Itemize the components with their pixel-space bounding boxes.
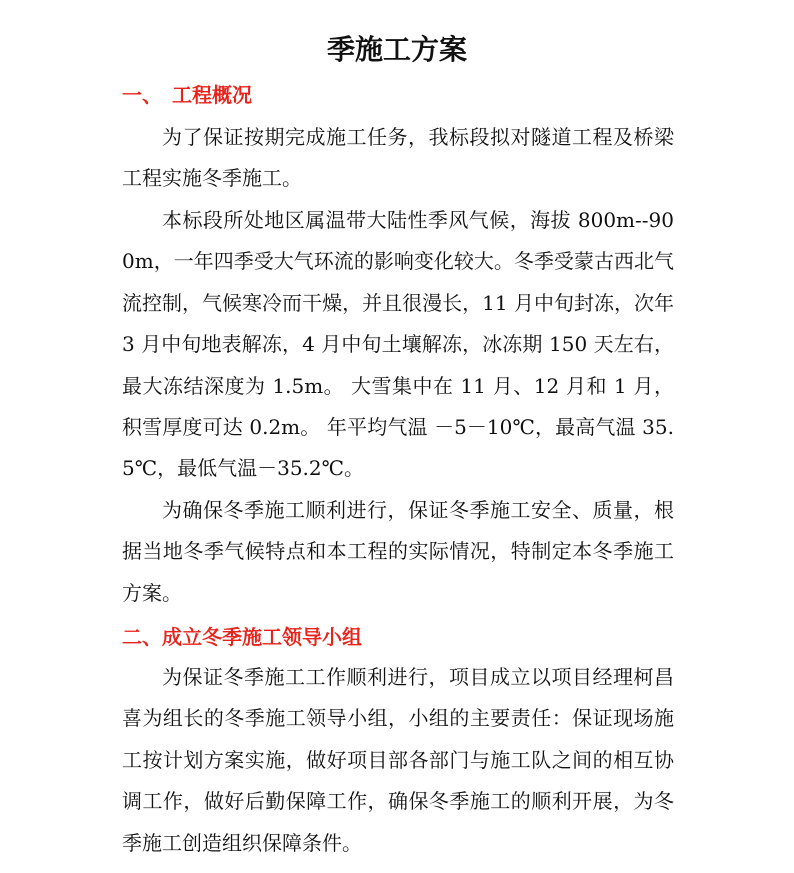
section-heading-text: 工程概况 [172, 83, 252, 107]
section-heading-overview [122, 80, 252, 110]
paragraph: 本标段所处地区属温带大陆性季风气候，海拔 800m--900m，一年四季受大气环流的影响变化较大。冬季受蒙古西北气流控制，气候寒冷而干燥，并且很漫长，11 月中旬封冻，次年 3 月中旬地表解冻，4 月中旬土壤解冻，冰冻期 150 天左右，最大冻结深度为 1.5m。 大雪集中在 11 月、12 月和 1 月，积雪厚度可达 0.2m。 年平均气温 －5－10℃，最高气温 35.5℃，最低气温－35.2℃。 [122, 208, 674, 481]
section-number: 一、 [122, 83, 162, 107]
section-number: 二、 [122, 625, 162, 649]
page-title: 季施工方案 [326, 33, 467, 66]
section-heading-text: 成立冬季施工领导小组 [162, 625, 362, 649]
paragraph: 为保证冬季施工工作顺利进行，项目成立以项目经理柯昌喜为组长的冬季施工领导小组，小组的主要责任：保证现场施工按计划方案实施，做好项目部各部门与施工队之间的相互协调工作，做好后勤保障工作，确保冬季施工的顺利开展，为冬季施工创造组织保障条件。 [122, 665, 674, 855]
paragraph: 为了保证按期完成施工任务，我标段拟对隧道工程及桥梁工程实施冬季施工。 [122, 125, 674, 191]
section-heading-leadership-group [122, 622, 362, 652]
paragraph: 为确保冬季施工顺利进行，保证冬季施工安全、质量，根据当地冬季气候特点和本工程的实际情况，特制定本冬季施工方案。 [122, 498, 674, 605]
